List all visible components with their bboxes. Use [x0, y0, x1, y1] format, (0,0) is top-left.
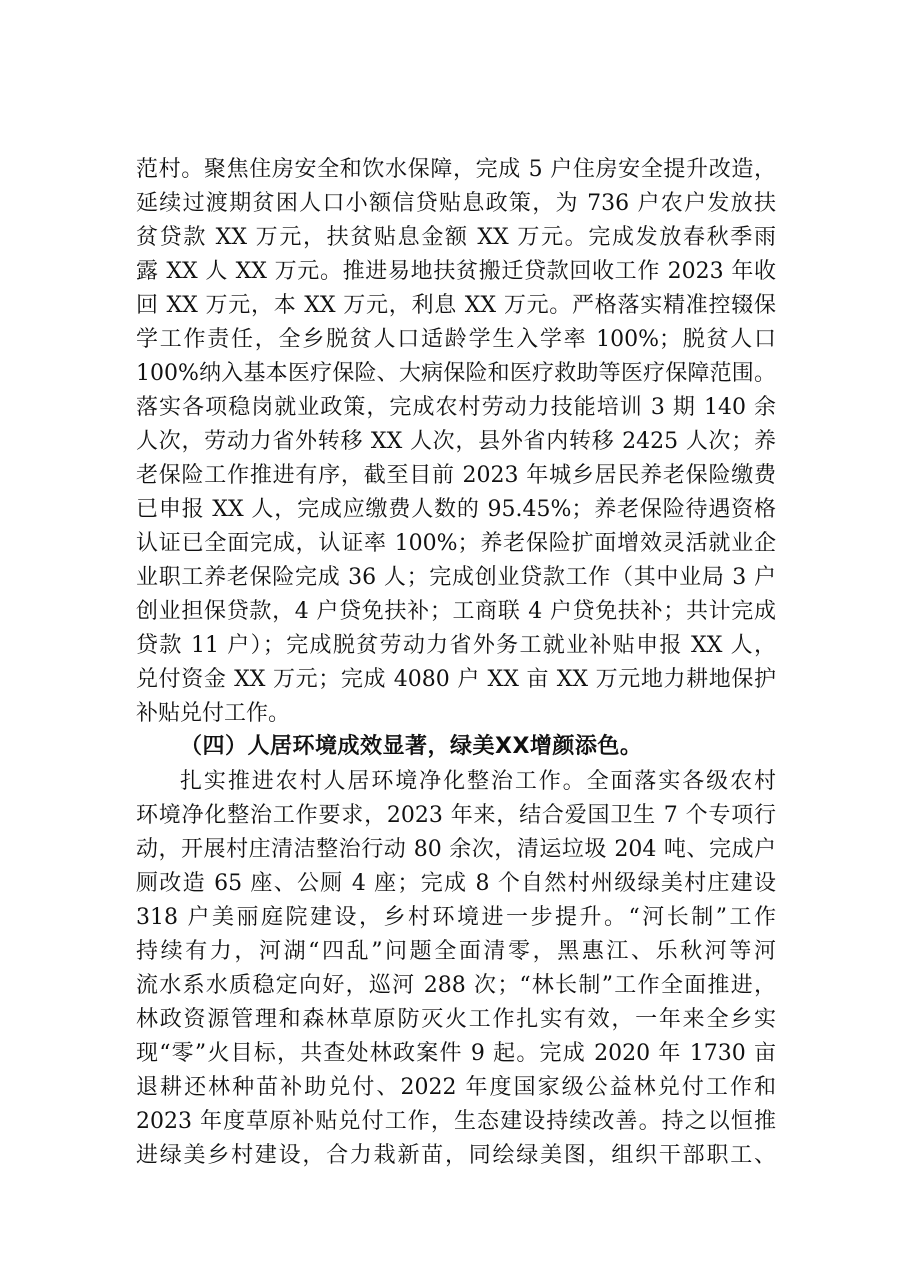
paragraph-1-line-3: 贫贷款 XX 万元，扶贫贴息金额 XX 万元。完成发放春秋季雨: [136, 225, 776, 250]
paragraph-1-line-9: 人次，劳动力省外转移 XX 人次，县外省内转移 2425 人次；养: [136, 429, 776, 454]
paragraph-1-line-11: 已申报 XX 人，完成应缴费人数的 95.45%；养老保险待遇资格: [136, 497, 776, 522]
paragraph-2-line-9: 现“零”火目标，共查处林政案件 9 起。完成 2020 年 1730 亩: [136, 1041, 776, 1066]
paragraph-1-line-14: 创业担保贷款，4 户贷免扶补；工商联 4 户贷免扶补；共计完成: [136, 599, 776, 624]
paragraph-2-line-7: 流水系水质稳定向好，巡河 288 次；“林长制”工作全面推进，: [136, 973, 776, 998]
paragraph-1-line-4: 露 XX 人 XX 万元。推进易地扶贫搬迁贷款回收工作 2023 年收: [136, 259, 776, 284]
paragraph-2-line-3: 动，开展村庄清洁整治行动 80 余次，清运垃圾 204 吨、完成户: [136, 837, 776, 862]
paragraph-2-line-12: 进绿美乡村建设，合力栽新苗，同绘绿美图，组织干部职工、: [136, 1143, 776, 1168]
paragraph-2-line-1: 扎实推进农村人居环境净化整治工作。全面落实各级农村: [180, 769, 776, 794]
paragraph-1-line-17: 补贴兑付工作。: [136, 701, 291, 726]
paragraph-1-line-10: 老保险工作推进有序，截至目前 2023 年城乡居民养老保险缴费: [136, 463, 776, 488]
paragraph-1-line-13: 业职工养老保险完成 36 人；完成创业贷款工作（其中业局 3 户: [136, 565, 776, 590]
paragraph-2-line-2: 环境净化整治工作要求，2023 年来，结合爱国卫生 7 个专项行: [136, 803, 776, 828]
section-heading: （四）人居环境成效显著，绿美XX增颜添色。: [180, 734, 643, 759]
paragraph-2-line-5: 318 户美丽庭院建设，乡村环境进一步提升。“河长制”工作: [136, 905, 776, 930]
paragraph-2-line-11: 2023 年度草原补贴兑付工作，生态建设持续改善。持之以恒推: [136, 1109, 776, 1134]
paragraph-1-line-12: 认证已全面完成，认证率 100%；养老保险扩面增效灵活就业企: [136, 531, 776, 556]
paragraph-2-line-4: 厕改造 65 座、公厕 4 座；完成 8 个自然村州级绿美村庄建设: [136, 871, 776, 896]
paragraph-1-line-2: 延续过渡期贫困人口小额信贷贴息政策，为 736 户农户发放扶: [136, 191, 776, 216]
paragraph-2-line-10: 退耕还林种苗补助兑付、2022 年度国家级公益林兑付工作和: [136, 1075, 776, 1100]
paragraph-1-line-16: 兑付资金 XX 万元；完成 4080 户 XX 亩 XX 万元地力耕地保护: [136, 667, 776, 692]
paragraph-2-line-8: 林政资源管理和森林草原防灭火工作扎实有效，一年来全乡实: [136, 1007, 776, 1032]
paragraph-1-line-1: 范村。聚焦住房安全和饮水保障，完成 5 户住房安全提升改造，: [136, 157, 776, 182]
paragraph-1-line-8: 落实各项稳岗就业政策，完成农村劳动力技能培训 3 期 140 余: [136, 395, 776, 420]
paragraph-2-line-6: 持续有力，河湖“四乱”问题全面清零，黑惠江、乐秋河等河: [136, 939, 776, 964]
paragraph-1-line-15: 贷款 11 户）；完成脱贫劳动力省外务工就业补贴申报 XX 人，: [136, 633, 776, 658]
paragraph-1-line-5: 回 XX 万元，本 XX 万元，利息 XX 万元。严格落实精准控辍保: [136, 293, 776, 318]
paragraph-1-line-7: 100%纳入基本医疗保险、大病保险和医疗救助等医疗保障范围。: [136, 361, 776, 386]
paragraph-1-line-6: 学工作责任，全乡脱贫人口适龄学生入学率 100%；脱贫人口: [136, 327, 776, 352]
